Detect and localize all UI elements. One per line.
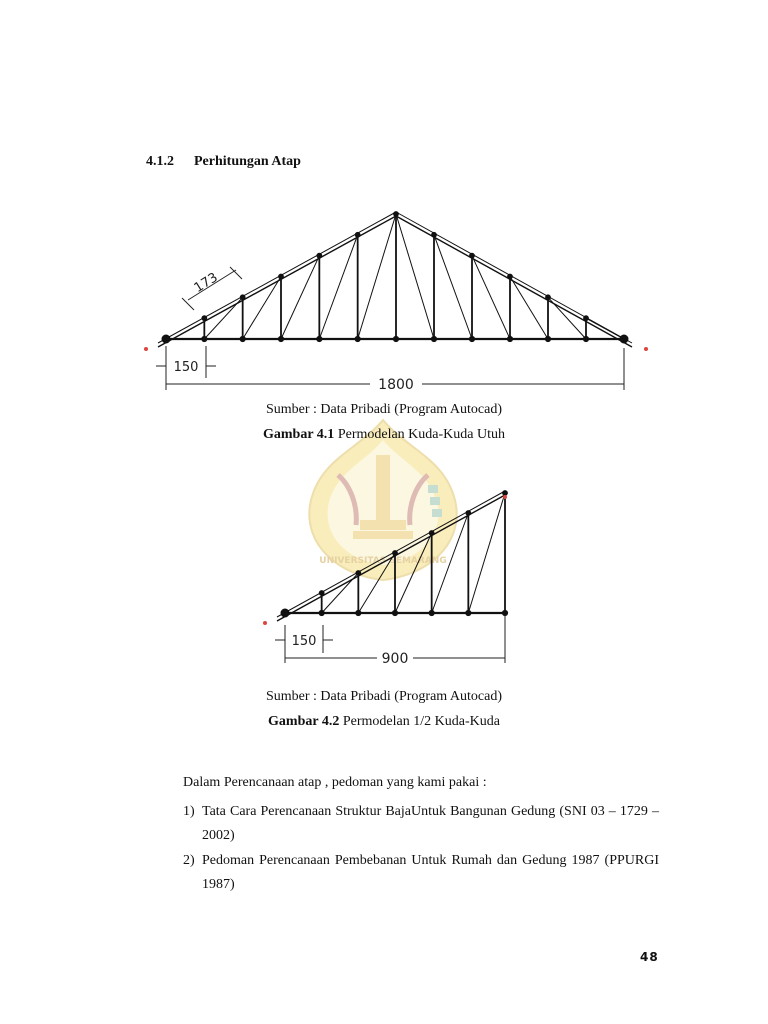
section-heading [146, 154, 301, 170]
bottom-node [502, 610, 507, 615]
support-node [281, 609, 289, 617]
figure2-caption-text: Permodelan 1/2 Kuda-Kuda [339, 714, 500, 729]
bottom-node [429, 610, 434, 615]
rafter-line [396, 212, 632, 343]
dimension-bay-label-fig2: 150 [291, 634, 317, 649]
list-marker: 1) [183, 804, 195, 819]
top-node [202, 316, 207, 321]
figure2-caption-label: Gambar 4.2 [268, 714, 340, 729]
truss-half-drawing [263, 491, 508, 625]
diagonal-member [358, 214, 396, 339]
bottom-node [355, 336, 360, 341]
bottom-node [393, 336, 398, 341]
bottom-node [240, 336, 245, 341]
rafter-line [277, 491, 505, 617]
figure1-caption-label: Gambar 4.1 [263, 427, 335, 442]
dimension-bay-label-fig1: 150 [173, 360, 199, 375]
list-item [183, 849, 659, 897]
section-title: Perhitungan Atap [194, 154, 301, 169]
top-node [429, 531, 434, 536]
diagonal-member [586, 318, 624, 339]
top-node [470, 253, 475, 258]
support-node [620, 335, 628, 343]
diagonal-member [396, 214, 434, 339]
list-item [183, 800, 659, 848]
list-marker: 2) [183, 853, 195, 868]
diagonal-member [319, 235, 357, 339]
figure1-caption-text: Permodelan Kuda-Kuda Utuh [334, 427, 505, 442]
top-node [319, 591, 324, 596]
dimension-span-label-fig1: 1800 [378, 377, 414, 393]
support-marker [503, 495, 507, 499]
watermark-text: UNIVERSITAS SEMARANG [319, 556, 447, 566]
figure1-caption [0, 427, 768, 443]
support-node [162, 335, 170, 343]
support-marker [644, 347, 648, 351]
figure2-source: Sumber : Data Pribadi (Program Autocad) [265, 689, 502, 704]
dimension-rafter-label-fig1: 173 [191, 270, 221, 296]
support-marker [263, 621, 267, 625]
list-item-text: Pedoman Perencanaan Pembebanan Untuk Rumah dan Gedung 1987 (PPURGI 1987) [202, 853, 659, 892]
rafter-line [158, 212, 396, 343]
figure-half-truss [255, 485, 525, 670]
section-number: 4.1.2 [146, 154, 174, 169]
figure-full-truss [130, 200, 660, 400]
list-item-text: Tata Cara Perencanaan Struktur BajaUntuk Bangunan Gedung (SNI 03 – 1729 – 2002) [202, 804, 659, 843]
intro-paragraph: Dalam Perencanaan atap , pedoman yang kami pakai : [183, 775, 487, 790]
bottom-node [466, 610, 471, 615]
dimension-span-label-fig2: 900 [381, 651, 409, 667]
page-number: 48 [640, 950, 659, 964]
support-marker [144, 347, 148, 351]
top-node [584, 316, 589, 321]
figure1-source: Sumber : Data Pribadi (Program Autocad) [265, 402, 502, 417]
bottom-node [317, 336, 322, 341]
top-node [317, 253, 322, 258]
diagonal-member [468, 493, 505, 613]
top-node [466, 511, 471, 516]
figure2-caption [0, 714, 768, 730]
